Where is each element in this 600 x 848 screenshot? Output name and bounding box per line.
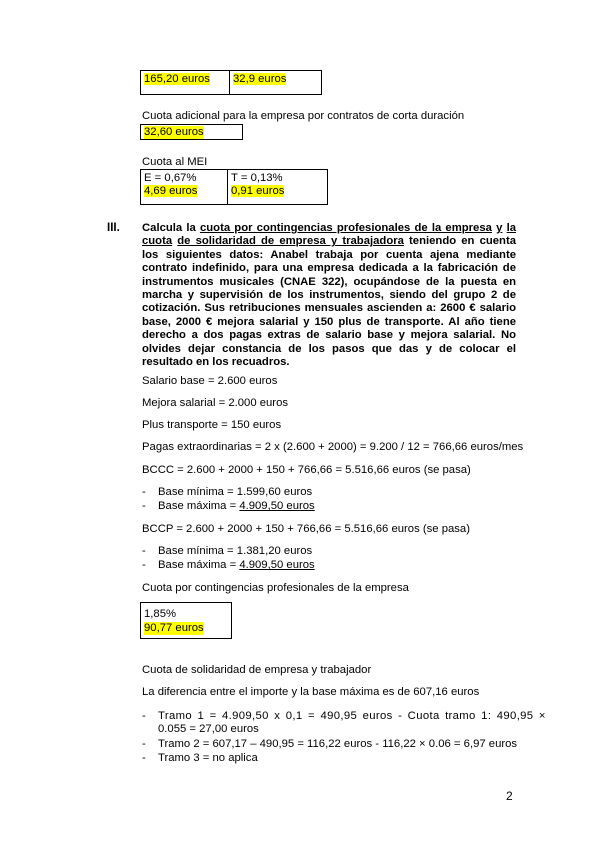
top-table-cell-1 bbox=[141, 71, 231, 94]
mei-t-value: 0,91 euros bbox=[231, 185, 285, 197]
calc-mejora: Mejora salarial = 2.000 euros bbox=[142, 397, 288, 409]
solidaridad-title: Cuota de solidaridad de empresa y trabajador bbox=[142, 664, 372, 676]
top-table-cell-2 bbox=[229, 71, 321, 94]
top-table-value-1: 165,20 euros bbox=[144, 73, 210, 85]
calc-pagas: Pagas extraordinarias = 2 x (2.600 + 2000) = 9.200 / 12 = 766,66 euros/mes bbox=[142, 441, 524, 453]
bullet-dash: - bbox=[142, 710, 146, 722]
bullet-dash: - bbox=[142, 486, 146, 498]
cp-pct: 1,85% bbox=[144, 608, 177, 620]
page-number: 2 bbox=[506, 789, 513, 803]
cp-value: 90,77 euros bbox=[144, 622, 204, 634]
bullet-dash: - bbox=[142, 559, 146, 571]
cp-result-box bbox=[140, 602, 232, 639]
mei-t-pct: T = 0,13% bbox=[231, 172, 283, 184]
calc-salario: Salario base = 2.600 euros bbox=[142, 375, 278, 387]
mei-cell-t bbox=[227, 170, 327, 204]
mei-cell-e bbox=[141, 170, 229, 204]
bccc-base-minima: Base mínima = 1.599,60 euros bbox=[158, 486, 313, 498]
top-table bbox=[140, 70, 322, 95]
bccp-base-maxima: Base máxima = 4.909,50 euros bbox=[158, 559, 315, 571]
bullet-dash: - bbox=[142, 752, 146, 764]
calc-bccc: BCCC = 2.600 + 2000 + 150 + 766,66 = 5.516,66 euros (se pasa) bbox=[142, 464, 471, 476]
exercise-numeral: III. bbox=[107, 222, 120, 234]
bullet-dash: - bbox=[142, 738, 146, 750]
calc-bccp: BCCP = 2.600 + 2000 + 150 + 766,66 = 5.516,66 euros (se pasa) bbox=[142, 523, 470, 535]
tramo-1: Tramo 1 = 4.909,50 x 0,1 = 490,95 euros - Cuota tramo 1: 490,95 × 0.055 = 27,00 euros bbox=[158, 710, 546, 735]
short-contracts-box bbox=[140, 124, 243, 140]
mei-title: Cuota al MEI bbox=[142, 156, 208, 168]
bullet-dash: - bbox=[142, 545, 146, 557]
bccp-base-minima: Base mínima = 1.381,20 euros bbox=[158, 545, 313, 557]
mei-table bbox=[140, 169, 328, 205]
short-contracts-value: 32,60 euros bbox=[144, 126, 204, 138]
link-cuota-contingencias: cuota por contingencias profesionales de la empresa bbox=[199, 222, 492, 234]
short-contracts-title: Cuota adicional para la empresa por contratos de corta duración bbox=[142, 110, 465, 122]
tramo-2: Tramo 2 = 607,17 – 490,95 = 116,22 euros - 116,22 × 0.06 = 6,97 euros bbox=[158, 738, 518, 750]
exercise-statement: Calcula la cuota por contingencias profesionales de la empresa y la cuota de solidaridad de empresa y trabajadora teniendo en cuenta los siguientes datos: Anabel trabaja por cuenta ajena mediante contrato indefinido, para una empresa dedicada a la fabricación de instrumentos musicales (CNAE 322), ocupándose de la puesta en marcha y supervisión de los instrumentos, siendo del grupo 2 de cotización. Sus retribuciones mensuales ascienden a: 2600 € salario base, 2000 € mejora salarial y 150 plus de transporte. Al año tiene derecho a dos pagas extras de salario base y mejora salarial. No olvides dejar constancia de los pasos que das y de colocar el resultado en los recuadros. bbox=[142, 222, 517, 369]
top-table-value-2: 32,9 euros bbox=[233, 73, 287, 85]
mei-e-value: 4,69 euros bbox=[144, 185, 198, 197]
bccc-base-maxima: Base máxima = 4.909,50 euros bbox=[158, 500, 315, 512]
solidaridad-diff: La diferencia entre el importe y la base máxima es de 607,16 euros bbox=[142, 686, 480, 698]
calc-plus: Plus transporte = 150 euros bbox=[142, 419, 282, 431]
bullet-dash: - bbox=[142, 500, 146, 512]
tramo-3: Tramo 3 = no aplica bbox=[158, 752, 258, 764]
link-cuota-solidaridad: de solidaridad de empresa y trabajadora bbox=[177, 235, 404, 248]
mei-e-pct: E = 0,67% bbox=[144, 172, 197, 184]
cp-title: Cuota por contingencias profesionales de la empresa bbox=[142, 582, 409, 594]
